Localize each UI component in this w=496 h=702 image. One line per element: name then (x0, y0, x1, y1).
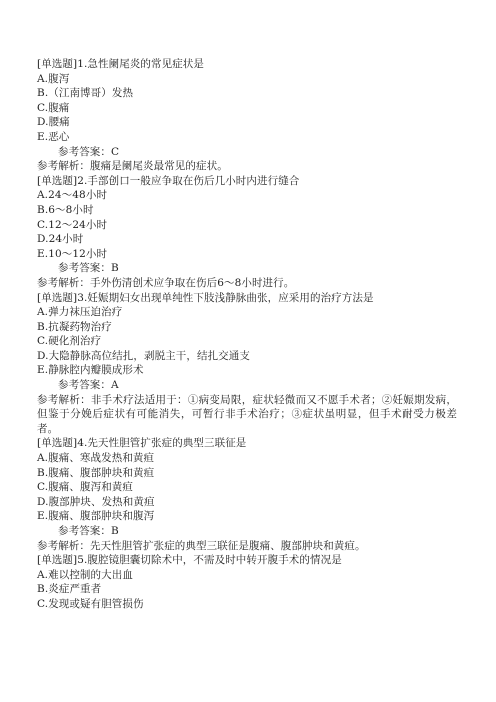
analysis: 参考解析：手外伤清创术应争取在伤后6～8小时进行。 (37, 276, 295, 289)
option-d: D.腹部肿块、发热和黄疸 (37, 495, 155, 508)
option-b: B.腹痛、腹部肿块和黄疸 (37, 466, 155, 479)
question-2 (37, 174, 457, 291)
option-b: B.炎症严重者 (37, 583, 102, 596)
analysis: 参考解析：非手术疗法适用于：①病变局限，症状轻微而又不愿手术者；②妊娠期发病，但鉴于分娩后症状有可能消失，可暂行非手术治疗；③症状虽明显，但手术耐受力极差者。 (37, 393, 457, 435)
question-1 (37, 57, 457, 174)
option-a: A.腹痛、寒战发热和黄疸 (37, 452, 155, 465)
option-c: C.12～24小时 (37, 218, 108, 231)
question-3 (37, 291, 457, 437)
option-a: A.腹泻 (37, 72, 70, 85)
option-b: B.抗凝药物治疗 (37, 320, 112, 333)
option-a: A.难以控制的大出血 (37, 568, 133, 581)
answer: 参考答案：B (58, 525, 119, 537)
option-a: A.弹力袜压迫治疗 (37, 306, 123, 319)
option-b: B.（江南博哥）发热 (37, 87, 134, 100)
option-e: E.静脉腔内瓣膜成形术 (37, 364, 144, 377)
question-title: [单选题]2.手部创口一般应争取在伤后几小时内进行缝合 (37, 174, 300, 187)
analysis: 参考解析：先天性胆管扩张症的典型三联征是腹痛、腹部肿块和黄疸。 (37, 539, 366, 552)
option-c: C.硬化剂治疗 (37, 335, 102, 348)
option-c: C.发现或疑有胆管损伤 (37, 597, 144, 610)
option-c: C.腹痛、腹泻和黄疸 (37, 481, 133, 494)
option-e: E.恶心 (37, 130, 70, 143)
question-title: [单选题]1.急性阑尾炎的常见症状是 (37, 58, 205, 70)
answer: 参考答案：C (58, 145, 120, 158)
question-5 (37, 553, 457, 611)
option-a: A.24～48小时 (37, 189, 108, 202)
option-d: D.腰痛 (37, 116, 70, 129)
question-4 (37, 436, 457, 553)
option-d: D.24小时 (37, 233, 84, 246)
analysis: 参考解析：腹痛是阑尾炎最常见的症状。 (37, 160, 228, 173)
option-d: D.大隐静脉高位结扎，剥脱主干，结扎交通支 (37, 349, 250, 362)
option-b: B.6～8小时 (37, 203, 94, 216)
answer: 参考答案：A (58, 379, 119, 392)
document-page (37, 57, 457, 612)
question-title: [单选题]5.腹腔镜胆囊切除术中，不需及时中转开腹手术的情况是 (37, 554, 342, 567)
answer: 参考答案：B (58, 262, 119, 275)
question-title: [单选题]3.妊娠期妇女出现单纯性下肢浅静脉曲张，应采用的治疗方法是 (37, 291, 374, 304)
option-e: E.10～12小时 (37, 247, 108, 260)
question-title: [单选题]4.先天性胆管扩张症的典型三联征是 (37, 437, 247, 450)
option-c: C.腹痛 (37, 101, 70, 114)
option-e: E.腹痛、腹部肿块和腹泻 (37, 510, 155, 523)
